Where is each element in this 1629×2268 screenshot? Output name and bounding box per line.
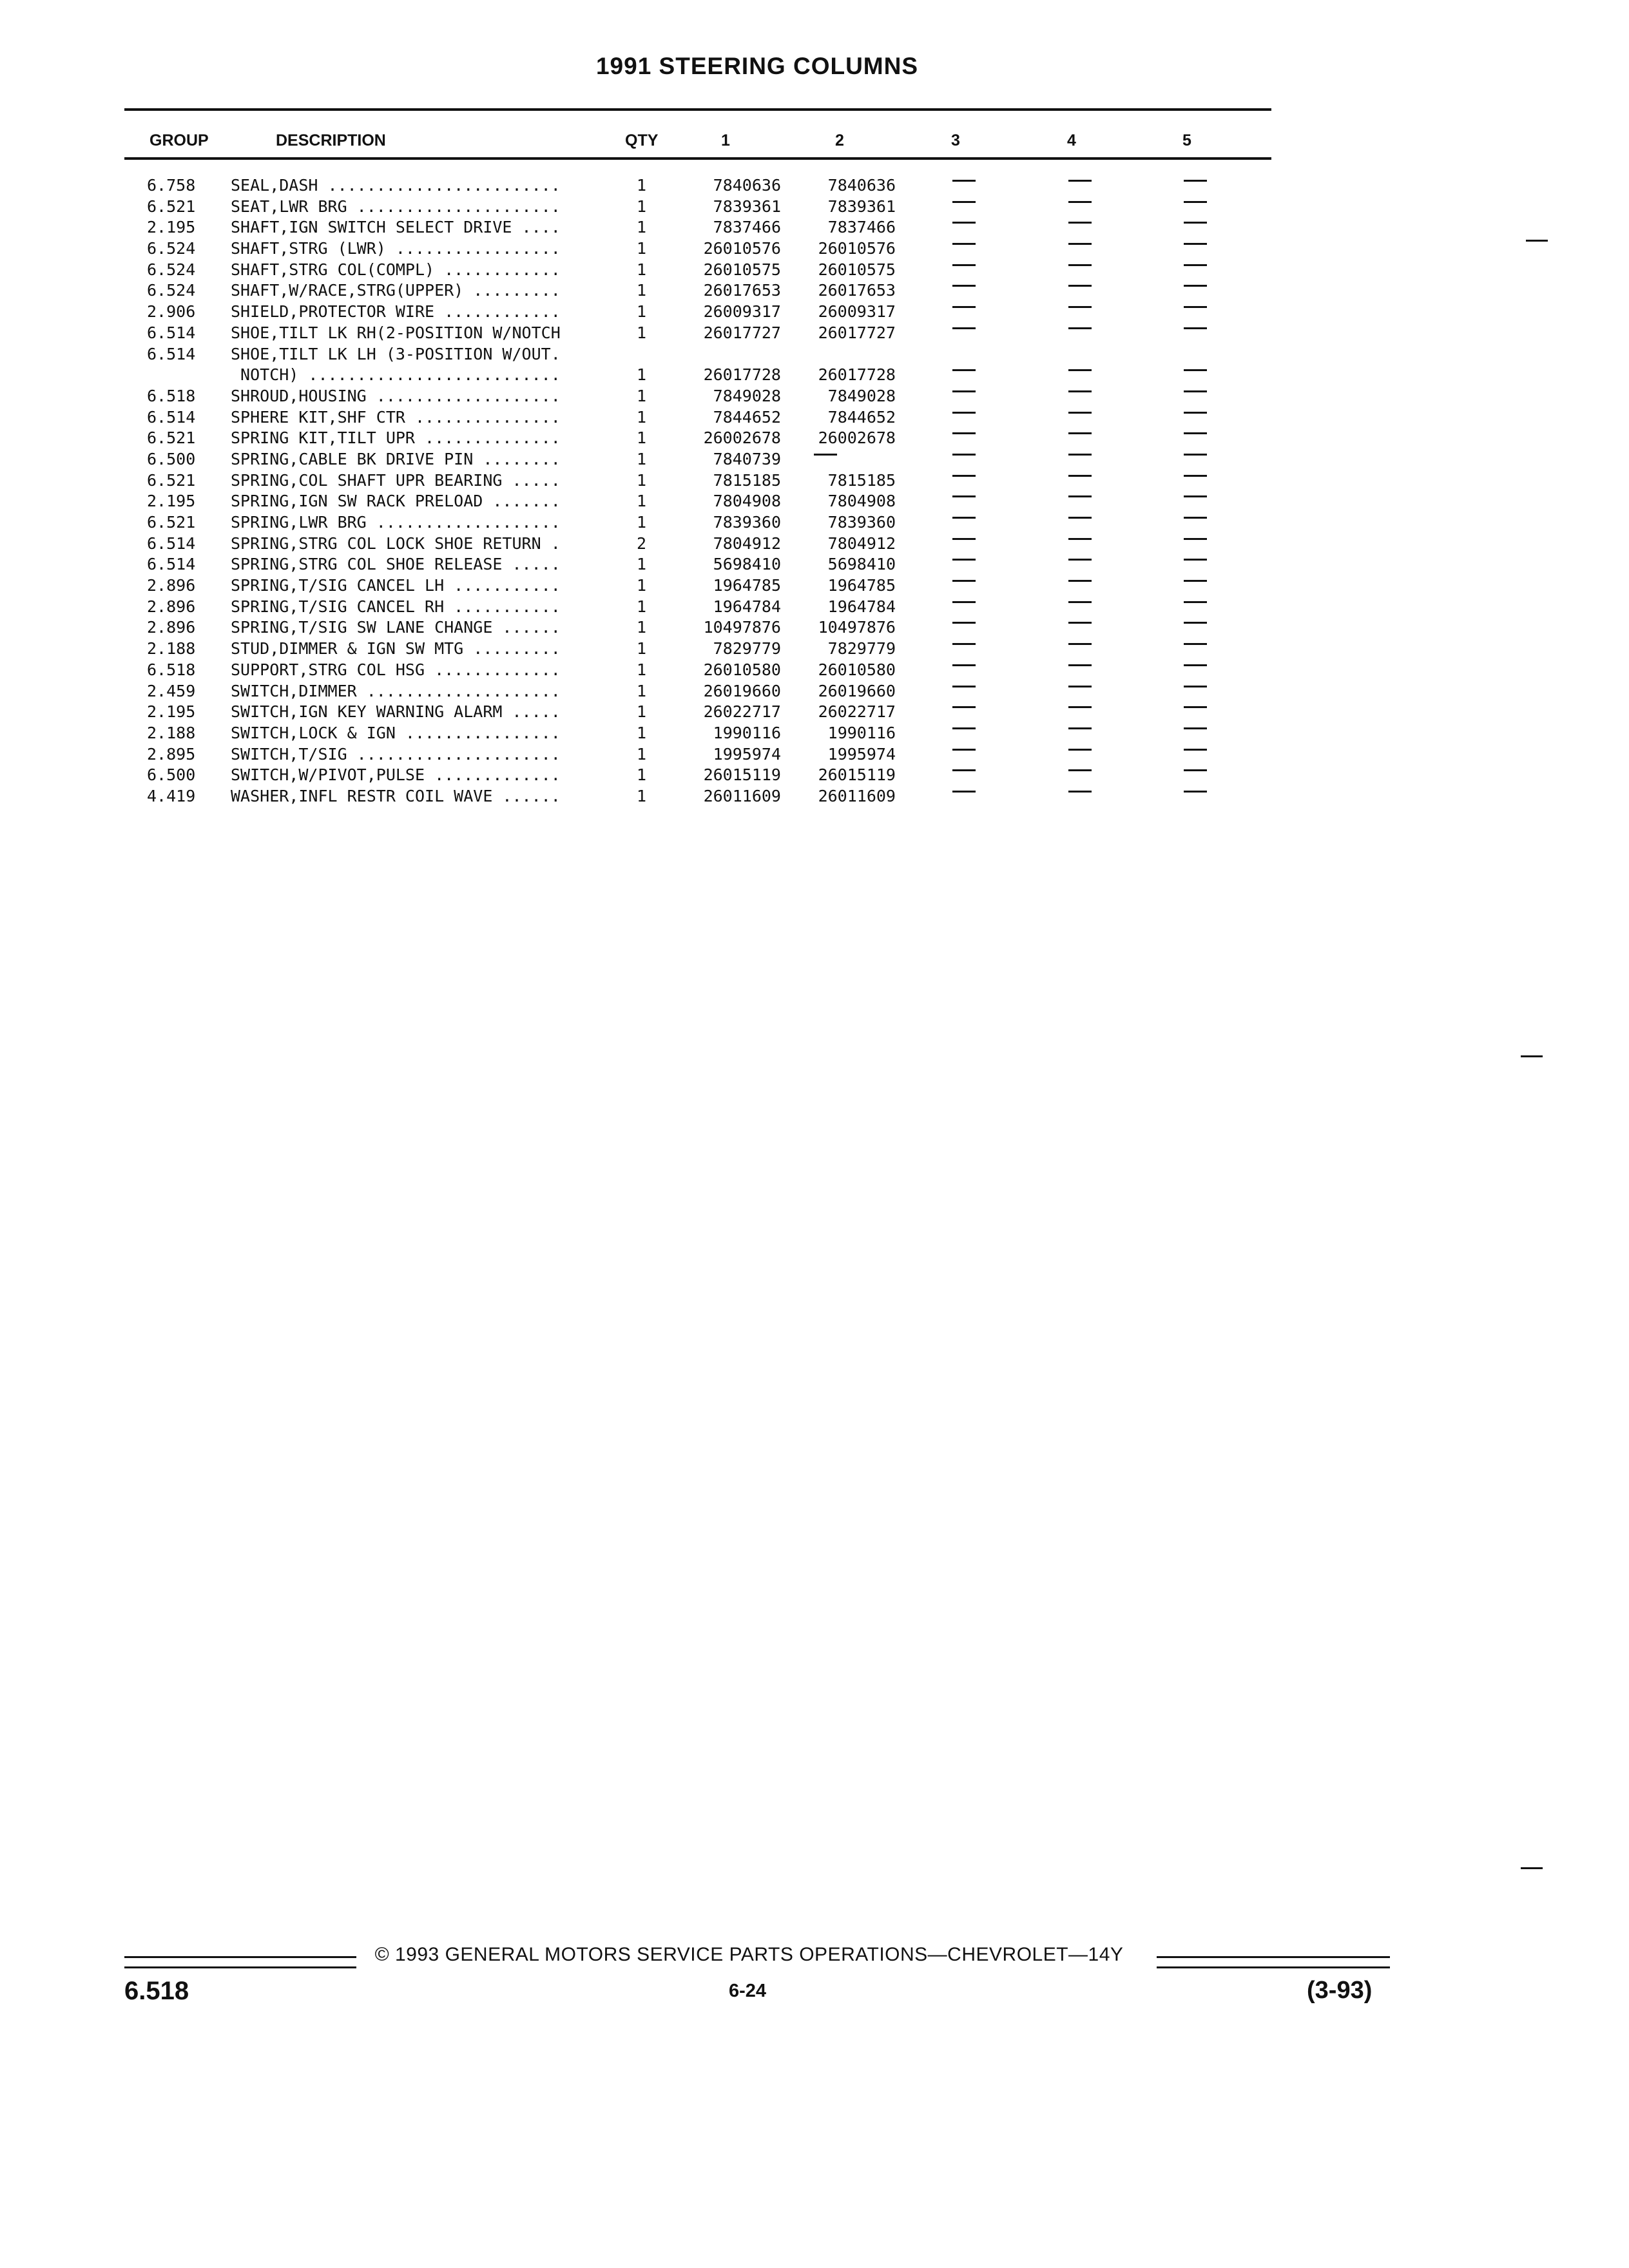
description-cell: SPRING,STRG COL LOCK SHOE RETURN .	[231, 533, 561, 553]
group-cell: 6.518	[147, 386, 196, 405]
qty-cell: 2	[637, 533, 647, 553]
group-cell: 4.419	[147, 786, 196, 805]
part-number-col-2: 7840636	[827, 176, 896, 195]
description-cell: NOTCH) ..........................	[231, 365, 561, 385]
description-cell: SHAFT,STRG (LWR) .................	[231, 239, 561, 258]
part-number-col-2: 1964785	[827, 576, 896, 595]
part-number-col-1: 26019660	[703, 681, 781, 700]
qty-cell: 1	[637, 492, 647, 511]
part-number-col-1: 26010580	[703, 660, 781, 679]
table-row	[0, 197, 1353, 218]
group-number: 6.518	[124, 1977, 189, 2005]
not-applicable-dash	[952, 686, 976, 687]
not-applicable-dash	[1068, 475, 1092, 477]
qty-cell: 1	[637, 618, 647, 637]
description-cell: SPRING KIT,TILT UPR ..............	[231, 428, 561, 448]
description-cell: SPRING,T/SIG CANCEL LH ...........	[231, 576, 561, 595]
part-number-col-2: 7804912	[827, 533, 896, 553]
not-applicable-dash	[1068, 432, 1092, 434]
part-number-col-1: 7815185	[713, 470, 781, 490]
not-applicable-dash	[952, 622, 976, 624]
table-row	[0, 175, 1353, 197]
not-applicable-dash	[1184, 791, 1207, 793]
qty-cell: 1	[637, 576, 647, 595]
part-number-col-2: 26022717	[818, 702, 896, 722]
not-applicable-dash	[952, 643, 976, 645]
not-applicable-dash	[1068, 390, 1092, 392]
not-applicable-dash	[1184, 664, 1207, 666]
table-row	[0, 617, 1353, 639]
qty-cell: 1	[637, 176, 647, 195]
part-number-col-1: 26017727	[703, 323, 781, 342]
table-row	[0, 786, 1353, 807]
qty-cell: 1	[637, 470, 647, 490]
not-applicable-dash	[952, 454, 976, 456]
not-applicable-dash	[952, 412, 976, 414]
footer-rule-left-2	[124, 1966, 356, 1968]
not-applicable-dash	[1184, 749, 1207, 751]
not-applicable-dash	[1184, 327, 1207, 329]
description-cell: SPRING,STRG COL SHOE RELEASE .....	[231, 555, 561, 574]
part-number-col-1: 7840739	[713, 449, 781, 468]
not-applicable-dash	[1184, 580, 1207, 582]
not-applicable-dash	[1068, 285, 1092, 287]
page-number: 6-24	[728, 1981, 767, 2001]
table-row	[0, 660, 1353, 681]
not-applicable-dash	[1184, 201, 1207, 203]
group-cell: 6.521	[147, 197, 196, 216]
not-applicable-dash	[1068, 495, 1092, 497]
not-applicable-dash	[1184, 180, 1207, 182]
group-cell: 6.500	[147, 765, 196, 785]
not-applicable-dash	[1068, 601, 1092, 603]
part-number-col-2: 7804908	[827, 492, 896, 511]
not-applicable-dash	[952, 369, 976, 371]
group-cell: 2.896	[147, 597, 196, 616]
part-number-col-2: 26017728	[818, 365, 896, 385]
table-row	[0, 344, 1353, 365]
group-cell: 6.518	[147, 660, 196, 679]
not-applicable-dash	[952, 749, 976, 751]
not-applicable-dash	[952, 180, 976, 182]
description-cell: SWITCH,DIMMER ....................	[231, 681, 561, 700]
header-description: DESCRIPTION	[276, 131, 386, 149]
header-col-4: 4	[1067, 131, 1076, 149]
group-cell: 2.195	[147, 218, 196, 237]
not-applicable-dash	[1068, 580, 1092, 582]
not-applicable-dash	[1068, 664, 1092, 666]
not-applicable-dash	[1068, 243, 1092, 245]
header-col-3: 3	[951, 131, 960, 149]
group-cell: 6.514	[147, 533, 196, 553]
not-applicable-dash	[1184, 686, 1207, 687]
not-applicable-dash	[952, 706, 976, 708]
part-number-col-2: 26009317	[818, 302, 896, 322]
qty-cell: 1	[637, 260, 647, 279]
part-number-col-1: 7837466	[713, 218, 781, 237]
description-cell: SPRING,T/SIG SW LANE CHANGE ......	[231, 618, 561, 637]
group-cell: 2.896	[147, 576, 196, 595]
group-cell: 6.524	[147, 281, 196, 300]
not-applicable-dash	[952, 306, 976, 308]
part-number-col-2: 26010575	[818, 260, 896, 279]
description-cell: WASHER,INFL RESTR COIL WAVE ......	[231, 786, 561, 805]
not-applicable-dash	[1184, 285, 1207, 287]
group-cell: 6.521	[147, 513, 196, 532]
table-row	[0, 365, 1353, 386]
not-applicable-dash	[1184, 264, 1207, 266]
part-number-col-2: 7844652	[827, 407, 896, 427]
part-number-col-1: 1964784	[713, 597, 781, 616]
not-applicable-dash	[1184, 643, 1207, 645]
not-applicable-dash	[1068, 622, 1092, 624]
not-applicable-dash	[952, 475, 976, 477]
qty-cell: 1	[637, 449, 647, 468]
not-applicable-dash	[1184, 222, 1207, 224]
not-applicable-dash	[952, 495, 976, 497]
not-applicable-dash	[1068, 727, 1092, 729]
description-cell: STUD,DIMMER & IGN SW MTG .........	[231, 639, 561, 658]
part-number-col-1: 26010575	[703, 260, 781, 279]
not-applicable-dash	[952, 264, 976, 266]
not-applicable-dash	[952, 769, 976, 771]
not-applicable-dash	[1184, 432, 1207, 434]
not-applicable-dash	[952, 517, 976, 519]
part-number-col-1: 26011609	[703, 786, 781, 805]
qty-cell: 1	[637, 428, 647, 448]
part-number-col-1: 1990116	[713, 723, 781, 742]
not-applicable-dash	[1184, 622, 1207, 624]
description-cell: SHROUD,HOUSING ...................	[231, 386, 561, 405]
group-cell: 2.188	[147, 639, 196, 658]
qty-cell: 1	[637, 660, 647, 679]
group-cell: 6.514	[147, 407, 196, 427]
part-number-col-1: 7849028	[713, 386, 781, 405]
qty-cell: 1	[637, 386, 647, 405]
table-row	[0, 449, 1353, 470]
qty-cell: 1	[637, 365, 647, 385]
not-applicable-dash	[1068, 686, 1092, 687]
header-col-5: 5	[1182, 131, 1191, 149]
header-col-2: 2	[835, 131, 844, 149]
part-number-col-2: 1964784	[827, 597, 896, 616]
not-applicable-dash	[1184, 454, 1207, 456]
description-cell: SWITCH,IGN KEY WARNING ALARM .....	[231, 702, 561, 722]
part-number-col-1: 26017728	[703, 365, 781, 385]
part-number-col-2: 10497876	[818, 618, 896, 637]
not-applicable-dash	[814, 454, 837, 456]
description-cell: SHIELD,PROTECTOR WIRE ............	[231, 302, 561, 322]
part-number-col-1: 26022717	[703, 702, 781, 722]
header-qty: QTY	[625, 131, 659, 149]
table-row	[0, 702, 1353, 723]
part-number-col-1: 7804908	[713, 492, 781, 511]
not-applicable-dash	[952, 222, 976, 224]
not-applicable-dash	[952, 390, 976, 392]
qty-cell: 1	[637, 702, 647, 722]
group-cell: 6.514	[147, 323, 196, 342]
part-number-col-2: 26017653	[818, 281, 896, 300]
header-col-1: 1	[721, 131, 730, 149]
description-cell: SPRING,LWR BRG ...................	[231, 513, 561, 532]
group-cell: 6.521	[147, 470, 196, 490]
not-applicable-dash	[1068, 769, 1092, 771]
not-applicable-dash	[1068, 517, 1092, 519]
description-cell: SHAFT,W/RACE,STRG(UPPER) .........	[231, 281, 561, 300]
table-row	[0, 575, 1353, 597]
description-cell: SPRING,T/SIG CANCEL RH ...........	[231, 597, 561, 616]
not-applicable-dash	[1068, 306, 1092, 308]
part-number-col-2: 26011609	[818, 786, 896, 805]
table-row	[0, 744, 1353, 765]
group-cell: 6.758	[147, 176, 196, 195]
table-row	[0, 470, 1353, 492]
not-applicable-dash	[1184, 727, 1207, 729]
group-cell: 2.188	[147, 723, 196, 742]
part-number-col-1: 26009317	[703, 302, 781, 322]
table-row	[0, 280, 1353, 302]
not-applicable-dash	[1068, 222, 1092, 224]
qty-cell: 1	[637, 786, 647, 805]
not-applicable-dash	[1184, 517, 1207, 519]
not-applicable-dash	[1068, 180, 1092, 182]
not-applicable-dash	[952, 538, 976, 540]
not-applicable-dash	[952, 601, 976, 603]
margin-mark	[1521, 1867, 1543, 1869]
part-number-col-1: 26002678	[703, 428, 781, 448]
qty-cell: 1	[637, 281, 647, 300]
part-number-col-1: 5698410	[713, 555, 781, 574]
description-cell: SEAT,LWR BRG .....................	[231, 197, 561, 216]
table-row	[0, 428, 1353, 449]
not-applicable-dash	[1068, 201, 1092, 203]
not-applicable-dash	[1068, 369, 1092, 371]
copyright-line: © 1993 GENERAL MOTORS SERVICE PARTS OPERATIONS—CHEVROLET—14Y	[374, 1944, 1124, 1965]
table-row	[0, 323, 1353, 344]
qty-cell: 1	[637, 765, 647, 785]
group-cell: 6.500	[147, 449, 196, 468]
table-row	[0, 554, 1353, 575]
part-number-col-1: 7839360	[713, 513, 781, 532]
parts-table	[0, 175, 1353, 807]
not-applicable-dash	[952, 559, 976, 561]
part-number-col-1: 1995974	[713, 744, 781, 764]
qty-cell: 1	[637, 218, 647, 237]
not-applicable-dash	[952, 243, 976, 245]
description-cell: SHOE,TILT LK RH(2-POSITION W/NOTCH	[231, 323, 561, 342]
not-applicable-dash	[1184, 306, 1207, 308]
part-number-col-1: 10497876	[703, 618, 781, 637]
description-cell: SHOE,TILT LK LH (3-POSITION W/OUT.	[231, 344, 561, 363]
part-number-col-2: 7839360	[827, 513, 896, 532]
description-cell: SHAFT,IGN SWITCH SELECT DRIVE ....	[231, 218, 561, 237]
part-number-col-1: 1964785	[713, 576, 781, 595]
not-applicable-dash	[1068, 264, 1092, 266]
page-title: 1991 STEERING COLUMNS	[595, 53, 919, 79]
part-number-col-2: 26015119	[818, 765, 896, 785]
description-cell: SPHERE KIT,SHF CTR ...............	[231, 407, 561, 427]
footer-rule-right-2	[1157, 1966, 1390, 1968]
description-cell: SWITCH,W/PIVOT,PULSE .............	[231, 765, 561, 785]
not-applicable-dash	[1068, 538, 1092, 540]
table-row	[0, 723, 1353, 744]
not-applicable-dash	[1184, 390, 1207, 392]
group-cell: 6.514	[147, 555, 196, 574]
part-number-col-2: 26017727	[818, 323, 896, 342]
table-row	[0, 765, 1353, 786]
qty-cell: 1	[637, 723, 647, 742]
table-row	[0, 302, 1353, 323]
group-cell: 2.195	[147, 702, 196, 722]
qty-cell: 1	[637, 302, 647, 322]
not-applicable-dash	[1184, 601, 1207, 603]
not-applicable-dash	[1068, 454, 1092, 456]
table-row	[0, 491, 1353, 512]
group-cell: 6.521	[147, 428, 196, 448]
not-applicable-dash	[952, 285, 976, 287]
part-number-col-2: 7839361	[827, 197, 896, 216]
margin-mark	[1526, 240, 1548, 242]
not-applicable-dash	[1068, 327, 1092, 329]
qty-cell: 1	[637, 681, 647, 700]
header-group: GROUP	[149, 131, 209, 149]
qty-cell: 1	[637, 513, 647, 532]
group-cell: 2.195	[147, 492, 196, 511]
group-cell: 2.459	[147, 681, 196, 700]
not-applicable-dash	[1184, 495, 1207, 497]
group-cell: 2.896	[147, 618, 196, 637]
part-number-col-2: 7815185	[827, 470, 896, 490]
not-applicable-dash	[1068, 412, 1092, 414]
not-applicable-dash	[1184, 706, 1207, 708]
part-number-col-1: 26015119	[703, 765, 781, 785]
not-applicable-dash	[1068, 791, 1092, 793]
not-applicable-dash	[952, 580, 976, 582]
not-applicable-dash	[1184, 769, 1207, 771]
description-cell: SEAL,DASH ........................	[231, 176, 561, 195]
description-cell: SPRING,COL SHAFT UPR BEARING .....	[231, 470, 561, 490]
table-row	[0, 386, 1353, 407]
part-number-col-2: 5698410	[827, 555, 896, 574]
part-number-col-1: 7829779	[713, 639, 781, 658]
table-row	[0, 217, 1353, 238]
not-applicable-dash	[952, 201, 976, 203]
part-number-col-1: 7844652	[713, 407, 781, 427]
group-cell: 6.514	[147, 344, 196, 363]
qty-cell: 1	[637, 744, 647, 764]
table-row	[0, 681, 1353, 702]
not-applicable-dash	[952, 791, 976, 793]
qty-cell: 1	[637, 323, 647, 342]
description-cell: SPRING,CABLE BK DRIVE PIN ........	[231, 449, 561, 468]
qty-cell: 1	[637, 239, 647, 258]
table-row	[0, 260, 1353, 281]
top-rule	[124, 108, 1271, 111]
header-rule	[124, 157, 1271, 160]
table-row	[0, 238, 1353, 260]
group-cell: 2.895	[147, 744, 196, 764]
qty-cell: 1	[637, 597, 647, 616]
table-row	[0, 533, 1353, 555]
part-number-col-2: 26010576	[818, 239, 896, 258]
not-applicable-dash	[1184, 538, 1207, 540]
group-cell: 6.524	[147, 260, 196, 279]
not-applicable-dash	[1184, 412, 1207, 414]
part-number-col-2: 26002678	[818, 428, 896, 448]
qty-cell: 1	[637, 197, 647, 216]
margin-mark	[1521, 1055, 1543, 1057]
part-number-col-2: 1995974	[827, 744, 896, 764]
description-cell: SUPPORT,STRG COL HSG .............	[231, 660, 561, 679]
not-applicable-dash	[1184, 369, 1207, 371]
table-row	[0, 512, 1353, 533]
part-number-col-1: 26017653	[703, 281, 781, 300]
table-row	[0, 407, 1353, 428]
group-cell: 6.524	[147, 239, 196, 258]
not-applicable-dash	[1184, 475, 1207, 477]
not-applicable-dash	[1068, 559, 1092, 561]
qty-cell: 1	[637, 407, 647, 427]
not-applicable-dash	[1068, 706, 1092, 708]
description-cell: SWITCH,T/SIG .....................	[231, 744, 561, 764]
part-number-col-1: 26010576	[703, 239, 781, 258]
revision-date: (3-93)	[1307, 1977, 1373, 2004]
table-row	[0, 597, 1353, 618]
part-number-col-2: 7837466	[827, 218, 896, 237]
not-applicable-dash	[952, 664, 976, 666]
description-cell: SWITCH,LOCK & IGN ................	[231, 723, 561, 742]
table-row	[0, 639, 1353, 660]
not-applicable-dash	[1184, 559, 1207, 561]
group-cell: 2.906	[147, 302, 196, 322]
not-applicable-dash	[952, 727, 976, 729]
part-number-col-1: 7839361	[713, 197, 781, 216]
not-applicable-dash	[1068, 749, 1092, 751]
part-number-col-1: 7840636	[713, 176, 781, 195]
description-cell: SHAFT,STRG COL(COMPL) ............	[231, 260, 561, 279]
qty-cell: 1	[637, 639, 647, 658]
not-applicable-dash	[1068, 643, 1092, 645]
description-cell: SPRING,IGN SW RACK PRELOAD .......	[231, 492, 561, 511]
part-number-col-2: 7849028	[827, 386, 896, 405]
not-applicable-dash	[1184, 243, 1207, 245]
part-number-col-2: 26019660	[818, 681, 896, 700]
not-applicable-dash	[952, 327, 976, 329]
part-number-col-2: 1990116	[827, 723, 896, 742]
qty-cell: 1	[637, 555, 647, 574]
part-number-col-2: 7829779	[827, 639, 896, 658]
part-number-col-2: 26010580	[818, 660, 896, 679]
part-number-col-1: 7804912	[713, 533, 781, 553]
not-applicable-dash	[952, 432, 976, 434]
